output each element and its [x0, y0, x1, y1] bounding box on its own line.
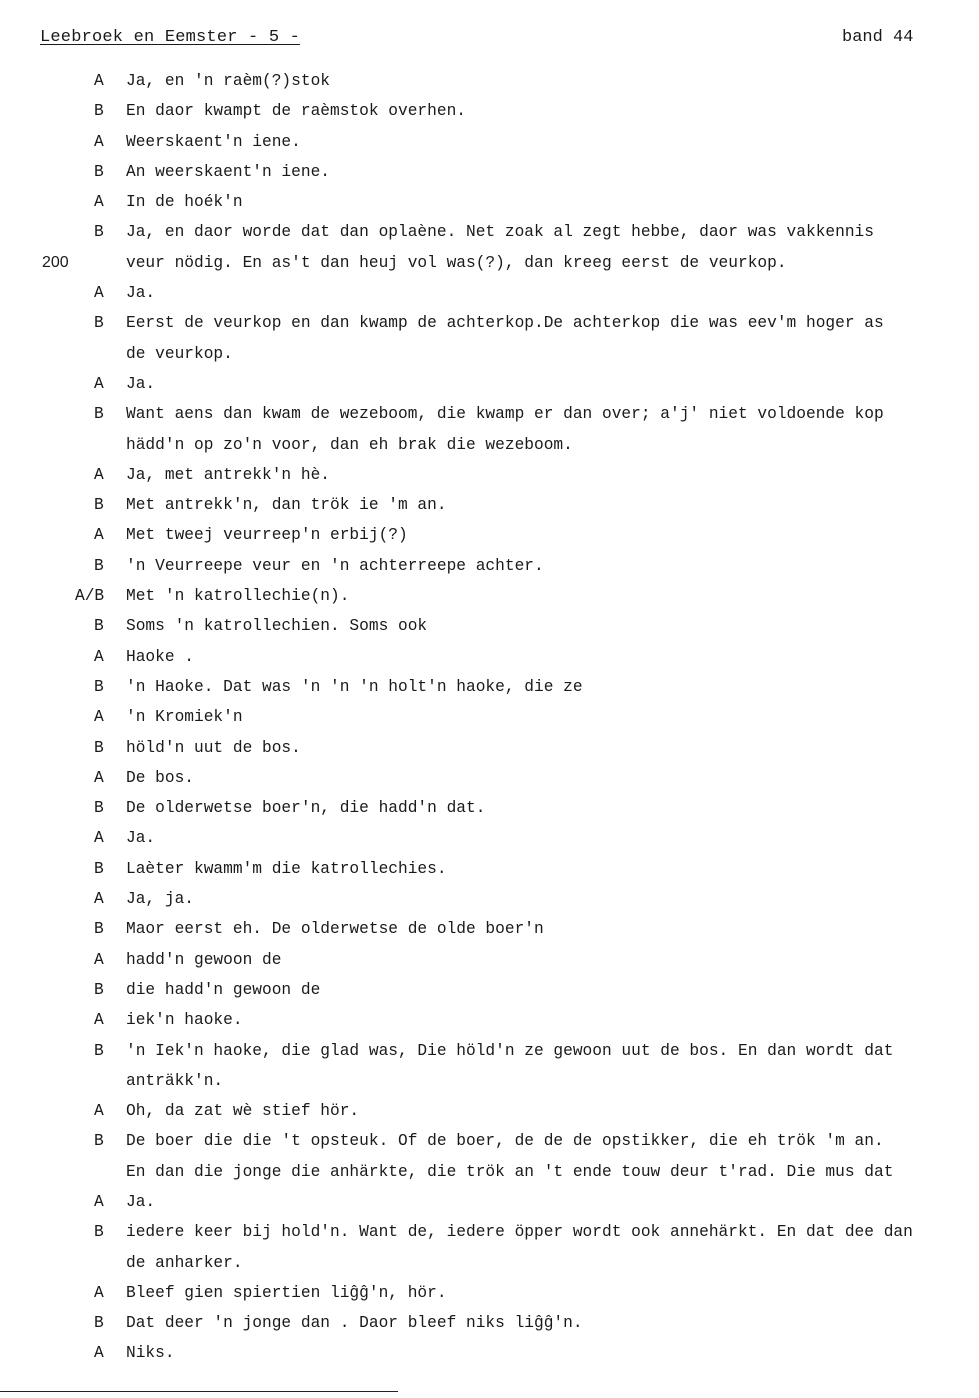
utterance-text: hädd'n op zo'n voor, dan eh brak die wezeboom.	[126, 435, 573, 454]
utterance-text: De olderwetse boer'n, die hadd'n dat.	[126, 799, 486, 818]
speaker-label: A	[94, 1102, 104, 1121]
speaker-label: B	[94, 223, 104, 242]
transcript-line	[0, 1248, 979, 1278]
utterance-text: de veurkop.	[126, 344, 233, 363]
speaker-label: A	[94, 465, 104, 484]
speaker-label: B	[94, 738, 104, 757]
speaker-label: B	[94, 1132, 104, 1151]
speaker-label: A	[94, 1344, 104, 1363]
utterance-text: Eerst de veurkop en dan kwamp de achterkop.De achterkop die was eev'm hoger as	[126, 314, 884, 333]
utterance-text: Ja, en 'n raèm(?)stok	[126, 72, 330, 90]
transcript-line	[0, 278, 979, 308]
utterance-text: De bos.	[126, 768, 194, 787]
transcript-lines	[0, 66, 979, 1369]
transcript-line	[0, 1217, 979, 1247]
speaker-label: B	[94, 799, 104, 818]
utterance-text: 'n Iek'n haoke, die glad was, Die höld'n ze gewoon uut de bos. En dan wordt dat	[126, 1041, 894, 1060]
speaker-label: B	[94, 1041, 104, 1060]
utterance-text: Ja, en daor worde dat dan oplaène. Net zoak al zegt hebbe, daor was vakkennis	[126, 223, 874, 242]
transcript-line	[0, 1096, 979, 1126]
utterance-text: Niks.	[126, 1344, 175, 1363]
utterance-text: Weerskaent'n iene.	[126, 132, 301, 151]
transcript-line	[0, 308, 979, 338]
speaker-label: B	[94, 980, 104, 999]
utterance-text: In de hoék'n	[126, 193, 243, 212]
transcript-line	[0, 702, 979, 732]
transcript-line	[0, 187, 979, 217]
transcript-line	[0, 1066, 979, 1096]
page-header-title: Leebroek en Eemster - 5 -	[40, 28, 301, 47]
speaker-label: B	[94, 314, 104, 333]
utterance-text: 'n Haoke. Dat was 'n 'n 'n holt'n haoke, die ze	[126, 677, 583, 696]
transcript-line	[0, 369, 979, 399]
transcript-line	[0, 1005, 979, 1035]
speaker-label: B	[94, 1314, 104, 1333]
utterance-text: die hadd'n gewoon de	[126, 980, 321, 999]
speaker-label: A	[94, 374, 104, 393]
utterance-text: En dan die jonge die anhärkte, die trök an 't ende touw deur t'rad. Die mus dat	[126, 1162, 894, 1181]
transcript-line	[0, 763, 979, 793]
transcript-line	[0, 399, 979, 429]
utterance-text: Ja, met antrekk'n hè.	[126, 465, 330, 484]
utterance-text: veur nödig. En as't dan heuj vol was(?), dan kreeg eerst de veurkop.	[126, 253, 787, 272]
utterance-text: Ja.	[126, 374, 156, 393]
transcript-line	[0, 1036, 979, 1066]
speaker-label: B	[94, 496, 104, 515]
utterance-text: Laèter kwamm'm die katrollechies.	[126, 859, 447, 878]
transcript-line	[0, 248, 979, 278]
transcript-line	[0, 157, 979, 187]
transcript-line	[0, 1308, 979, 1338]
utterance-text: Met antrekk'n, dan trök ie 'm an.	[126, 496, 447, 515]
utterance-text: hadd'n gewoon de	[126, 950, 282, 969]
utterance-text: Met 'n katrollechie(n).	[126, 587, 350, 606]
line-number: 200	[42, 253, 69, 271]
transcript-line	[0, 96, 979, 126]
transcript-line	[0, 217, 979, 247]
transcript-line	[0, 793, 979, 823]
band-label: band 44	[842, 28, 914, 47]
speaker-label: A	[94, 1192, 104, 1211]
utterance-text: iedere keer bij hold'n. Want de, iedere öpper wordt ook annehärkt. En dat dee dan	[126, 1223, 913, 1242]
speaker-label: B	[94, 405, 104, 424]
transcript-line	[0, 1278, 979, 1308]
speaker-label: A	[94, 1011, 104, 1030]
utterance-text: Want aens dan kwam de wezeboom, die kwamp er dan over; a'j' niet voldoende kop	[126, 405, 884, 424]
transcript-line	[0, 430, 979, 460]
utterance-text: Ja.	[126, 829, 156, 848]
utterance-text: An weerskaent'n iene.	[126, 162, 330, 181]
transcript-line	[0, 733, 979, 763]
utterance-text: Ja, ja.	[126, 890, 194, 909]
transcript-line	[0, 611, 979, 641]
utterance-text: Oh, da zat wè stief hör.	[126, 1102, 360, 1121]
footer-rule	[0, 1391, 398, 1392]
utterance-text: Haoke .	[126, 647, 194, 666]
utterance-text: 'n Kromiek'n	[126, 708, 243, 727]
speaker-label: A	[94, 132, 104, 151]
speaker-label: B	[94, 556, 104, 575]
speaker-label: B	[94, 102, 104, 121]
speaker-label: A	[94, 768, 104, 787]
speaker-label: A	[94, 708, 104, 727]
speaker-label: B	[94, 1223, 104, 1242]
utterance-text: En daor kwampt de raèmstok overhen.	[126, 102, 466, 121]
speaker-label: A	[94, 890, 104, 909]
utterance-text: De boer die die 't opsteuk. Of de boer, de de de opstikker, die eh trök 'm an.	[126, 1132, 884, 1151]
utterance-text: iek'n haoke.	[126, 1011, 243, 1030]
transcript-line	[0, 945, 979, 975]
utterance-text: Ja.	[126, 1192, 156, 1211]
transcript-line	[0, 642, 979, 672]
utterance-text: Met tweej veurreep'n erbij(?)	[126, 526, 408, 545]
transcript-line	[0, 975, 979, 1005]
utterance-text: Dat deer 'n jonge dan . Daor bleef niks liĝĝ'n.	[126, 1314, 583, 1333]
transcript-line	[0, 1126, 979, 1156]
transcript-line	[0, 854, 979, 884]
speaker-label: B	[94, 162, 104, 181]
transcript-line	[0, 127, 979, 157]
utterance-text: höld'n uut de bos.	[126, 738, 301, 757]
transcript-line	[0, 914, 979, 944]
speaker-label: B	[94, 859, 104, 878]
transcript-line	[0, 520, 979, 550]
utterance-text: Ja.	[126, 284, 156, 303]
utterance-text: de anharker.	[126, 1253, 243, 1272]
transcript-line	[0, 1187, 979, 1217]
utterance-text: Maor eerst eh. De olderwetse de olde boer'n	[126, 920, 544, 939]
utterance-text: Bleef gien spiertien liĝĝ'n, hör.	[126, 1283, 447, 1302]
speaker-label: A	[94, 72, 104, 90]
utterance-text: Soms 'n katrollechien. Soms ook	[126, 617, 428, 636]
transcript-line	[0, 1157, 979, 1187]
speaker-label: A/B	[75, 587, 105, 606]
transcript-line	[0, 551, 979, 581]
transcript-line	[0, 490, 979, 520]
speaker-label: A	[94, 193, 104, 212]
speaker-label: A	[94, 284, 104, 303]
transcript-line	[0, 339, 979, 369]
speaker-label: A	[94, 950, 104, 969]
transcript-line	[0, 581, 979, 611]
speaker-label: B	[94, 677, 104, 696]
utterance-text: anträkk'n.	[126, 1071, 224, 1090]
speaker-label: B	[94, 920, 104, 939]
transcript-line	[0, 884, 979, 914]
transcript-line	[0, 1338, 979, 1368]
speaker-label: A	[94, 526, 104, 545]
speaker-label: A	[94, 1283, 104, 1302]
speaker-label: A	[94, 829, 104, 848]
transcript-line	[0, 460, 979, 490]
transcript-line	[0, 66, 979, 96]
speaker-label: A	[94, 647, 104, 666]
transcript-line	[0, 823, 979, 853]
transcript-line	[0, 672, 979, 702]
speaker-label: B	[94, 617, 104, 636]
utterance-text: 'n Veurreepe veur en 'n achterreepe achter.	[126, 556, 544, 575]
